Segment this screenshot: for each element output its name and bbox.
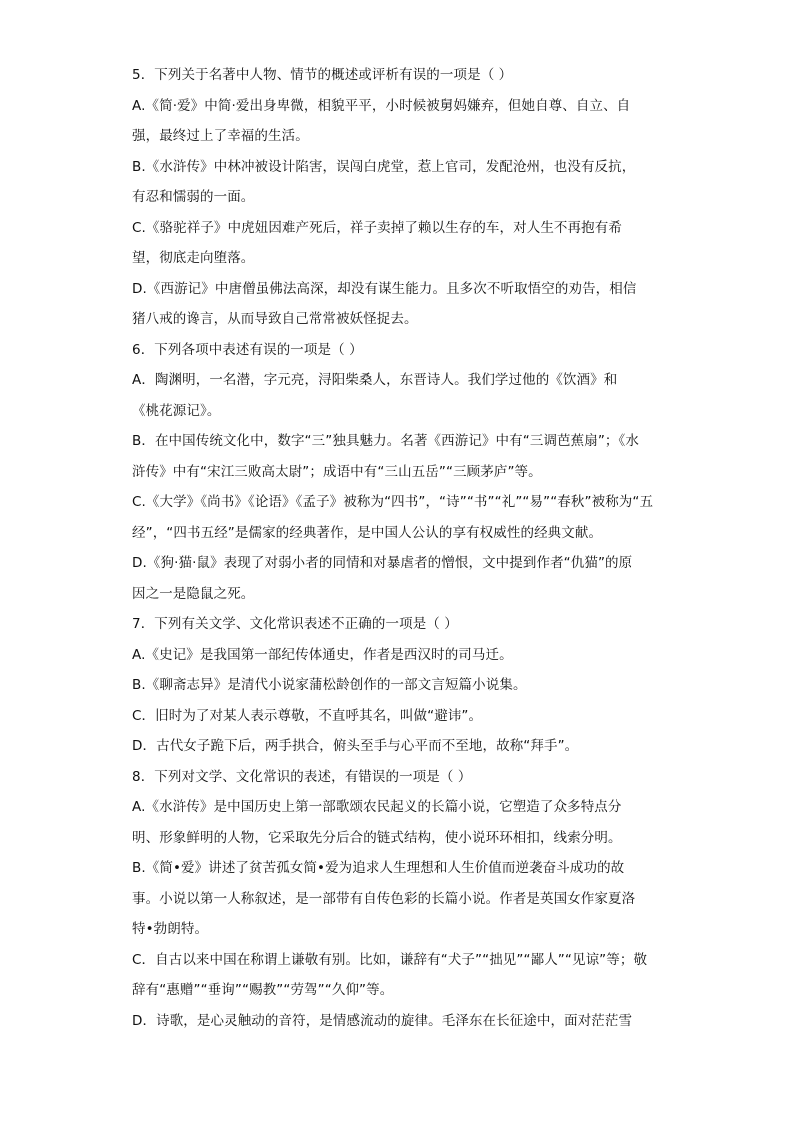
q7-stem: 7．下列有关文学、文化常识表述不正确的一项是（ ） <box>132 616 458 632</box>
q5-option-d: D.《西游记》中唐僧虽佛法高深，却没有谋生能力。且多次不听取悟空的劝告，相信 <box>132 280 637 297</box>
q5-stem: 5．下列关于名著中人物、情节的概述或评析有误的一项是（ ） <box>132 67 513 83</box>
q6-stem: 6．下列各项中表述有误的一项是（ ） <box>132 341 363 358</box>
q6-option-b-cont: 浒传》中有“宋江三败高太尉”；成语中有“三山五岳”“三顾茅庐”等。 <box>132 463 542 480</box>
q8-option-c-cont: 辞有“惠赠”“垂询”“赐教”“劳驾”“久仰”等。 <box>132 982 394 998</box>
q5-option-c-cont: 望，彻底走向堕落。 <box>132 250 255 266</box>
q5-option-a-cont: 强，最终过上了幸福的生活。 <box>132 128 309 144</box>
q7-option-b: B.《聊斋志异》是清代小说家蒲松龄创作的一部文言短篇小说集。 <box>132 677 527 693</box>
document-page <box>132 60 664 1036</box>
q5-option-c: C.《骆驼祥子》中虎妞因难产死后，祥子卖掉了赖以生存的车，对人生不再抱有希 <box>132 219 622 236</box>
q6-option-c: C.《大学》《尚书》《论语》《孟子》被称为“四书”，“诗”“书”“礼”“易”“春秋”被称为“五 <box>132 494 654 510</box>
q6-option-d: D.《狗·猫·鼠》表现了对弱小者的同情和对暴虐者的憎恨，文中提到作者“仇猫”的原 <box>132 555 633 571</box>
q8-option-b-cont2: 特•勃朗特。 <box>132 921 209 937</box>
q6-option-b: B．在中国传统文化中，数字“三”独具魅力。名著《西游记》中有“三调芭蕉扇”；《水 <box>132 433 639 449</box>
q8-option-a: A.《水浒传》是中国历史上第一部歌颂农民起义的长篇小说，它塑造了众多特点分 <box>132 799 622 815</box>
q7-option-c: C．旧时为了对某人表示尊敬，不直呼其名，叫做“避讳”。 <box>132 707 483 724</box>
q5-option-a: A.《简·爱》中简·爱出身卑微，相貌平平，小时候被舅妈嫌弃，但她自尊、自立、自 <box>132 97 631 114</box>
q6-option-d-cont: 因之一是隐鼠之死。 <box>132 585 255 602</box>
q5-option-b: B.《水浒传》中林冲被设计陷害，误闯白虎堂，惹上官司，发配沧州，也没有反抗， <box>132 158 636 175</box>
q7-option-d: D．古代女子跪下后，两手拱合，俯头至手与心平而不至地，故称“拜手”。 <box>132 738 579 754</box>
q6-option-c-cont: 经”，“四书五经”是儒家的经典著作，是中国人公认的享有权威性的经典文献。 <box>132 524 603 541</box>
q5-option-d-cont: 猪八戒的谗言，从而导致自己常常被妖怪捉去。 <box>132 311 418 327</box>
q8-option-b-cont: 事。小说以第一人称叙述，是一部带有自传色彩的长篇小说。作者是英国女作家夏洛 <box>132 890 636 907</box>
q6-option-a: A．陶渊明，一名潜，字元亮，浔阳柴桑人，东晋诗人。我们学过他的《饮酒》和 <box>132 372 618 388</box>
q6-option-a-cont: 《桃花源记》。 <box>132 402 221 419</box>
q8-option-c: C．自古以来中国在称谓上谦敬有别。比如，谦辞有“犬子”“拙见”“鄙人”“见谅”等；敬 <box>132 951 648 968</box>
q8-option-b: B.《简•爱》讲述了贫苦孤女简•爱为追求人生理想和人生价值而逆袭奋斗成功的故 <box>132 860 625 876</box>
q8-option-a-cont: 明、形象鲜明的人物，它采取先分后合的链式结构，使小说环环相扣，线索分明。 <box>132 829 622 846</box>
q7-option-a: A.《史记》是我国第一部纪传体通史，作者是西汉时的司马迁。 <box>132 646 513 663</box>
q8-stem: 8．下列对文学、文化常识的表述，有错误的一项是（ ） <box>132 768 472 785</box>
q5-option-b-cont: 有忍和懦弱的一面。 <box>132 189 255 205</box>
q8-option-d: D．诗歌，是心灵触动的音符，是情感流动的旋律。毛泽东在长征途中，面对茫茫雪 <box>132 1012 633 1029</box>
